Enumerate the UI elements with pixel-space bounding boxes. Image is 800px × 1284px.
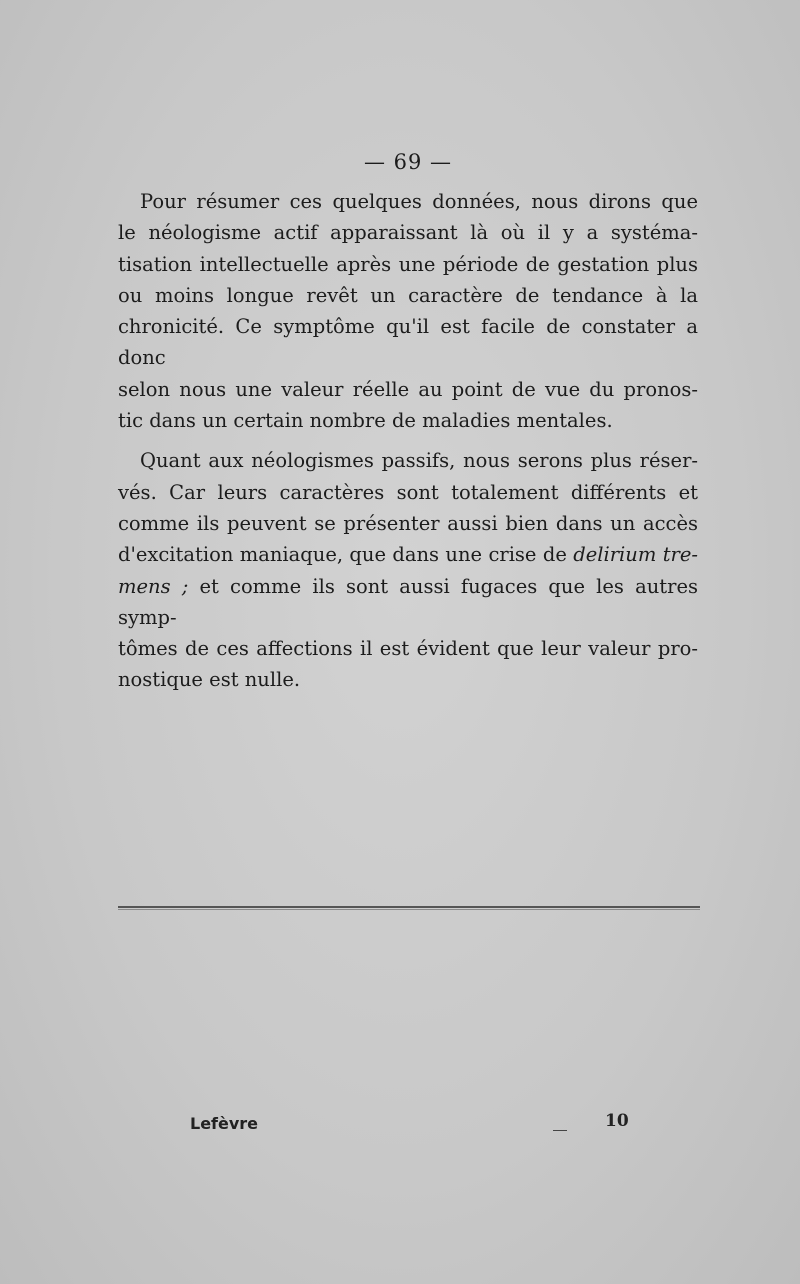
page-number: — 69 — [363,150,453,174]
footer-signature-mark: 10 [605,1111,629,1131]
text-line: Quant aux néologismes passifs, nous serons plus réser- [140,449,698,473]
text-segment: d'excitation maniaque, que dans une crise de [118,543,574,567]
footer-author: Lefèvre [190,1114,259,1133]
text-segment: et comme ils sont aussi fugaces que les autres symp- [118,574,698,629]
text-line: vés. Car leurs caractères sont totalement différents et [118,480,698,504]
text-line: le néologisme actif apparaissant là où il y a systéma- [118,221,698,245]
horizontal-rule [118,906,700,908]
italic-term: delirium tre- [573,543,698,567]
text-line: chronicité. Ce symptôme qu'il est facile de constater a donc [118,315,698,370]
text-line: Pour résumer ces quelques données, nous dirons que [140,190,698,213]
footer-dash [553,1130,567,1131]
text-line: selon nous une valeur réelle au point de vue du pronos- [118,377,698,401]
italic-term: mens ; [118,574,189,598]
paragraph-2 [118,445,698,695]
text-line: comme ils peuvent se présenter aussi bien dans un accès [118,511,698,535]
text-line: tômes de ces affections il est évident que leur valeur pro- [118,637,698,661]
text-line-with-italic [118,571,698,634]
paragraph-1 [118,186,698,436]
body-text [118,186,698,696]
text-line: ou moins longue revêt un caractère de tendance à la [118,283,698,307]
text-line: tisation intellectuelle après une période de gestation plus [118,252,698,276]
text-line-with-italic [118,539,698,570]
text-line: nostique est nulle. [118,668,301,692]
text-line: tic dans un certain nombre de maladies mentales. [118,409,613,433]
